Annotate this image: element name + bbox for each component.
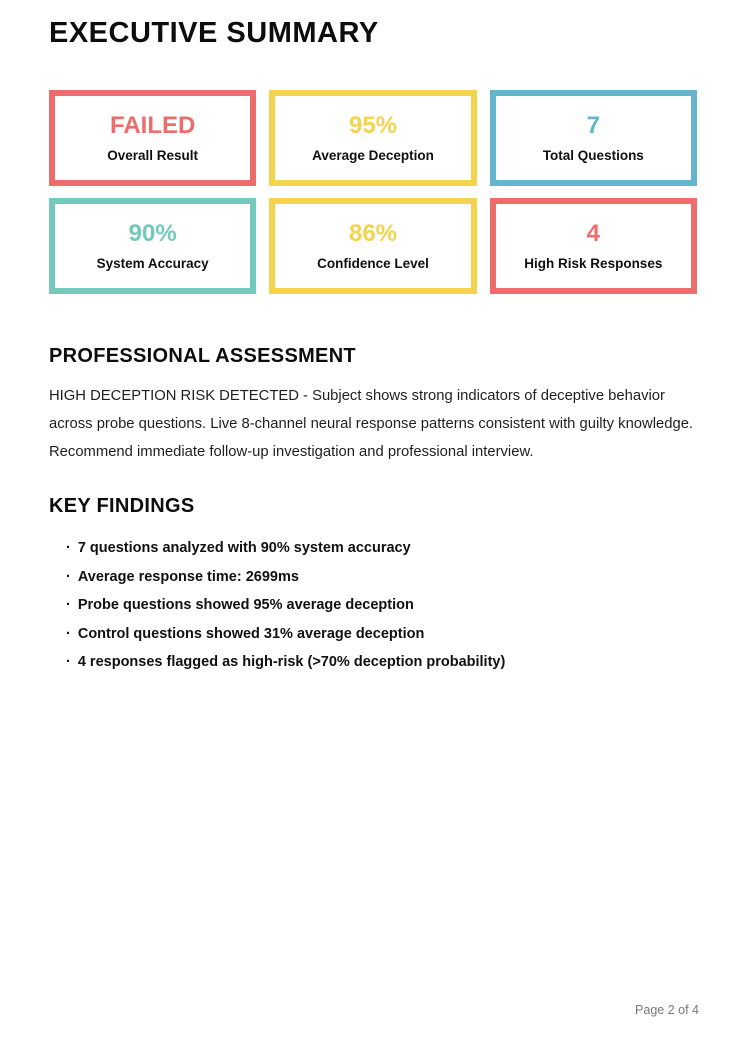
finding-text: Probe questions showed 95% average deception (77, 597, 414, 613)
stat-value: FAILED (109, 112, 196, 139)
finding-text: 4 responses flagged as high-risk (>70% deception probability) (77, 654, 506, 670)
key-findings-heading: KEY FINDINGS (49, 495, 195, 517)
stat-card-overall-result (49, 90, 256, 186)
list-item (66, 563, 697, 592)
summary-cards-grid (49, 90, 697, 294)
stat-value: 95% (348, 112, 398, 139)
stat-label: Average Deception (312, 148, 434, 163)
stat-label: Total Questions (542, 148, 644, 163)
report-page (49, 0, 697, 677)
assessment-body-text: HIGH DECEPTION RISK DETECTED - Subject shows strong indicators of deceptive behavior across probe questions. Live 8-channel neural response patterns consistent with guilty knowledge. Recommend immediate follow-up investigation and professional interview. (49, 388, 694, 460)
assessment-heading: PROFESSIONAL ASSESSMENT (49, 345, 356, 367)
list-item (66, 591, 697, 620)
stat-label: System Accuracy (96, 256, 209, 271)
stat-value: 4 (586, 220, 600, 247)
bullet-icon: · (66, 654, 71, 670)
stat-label: Confidence Level (317, 256, 429, 271)
list-item (66, 534, 697, 563)
finding-text: 7 questions analyzed with 90% system accuracy (77, 540, 411, 556)
bullet-icon: · (66, 597, 71, 613)
stat-value: 7 (586, 112, 600, 139)
list-item (66, 620, 697, 649)
stat-card-total-questions (490, 90, 697, 186)
stat-value: 86% (348, 220, 398, 247)
finding-text: Control questions showed 31% average deception (77, 625, 425, 642)
bullet-icon: · (66, 540, 71, 556)
page-title: EXECUTIVE SUMMARY (49, 17, 379, 49)
stat-card-high-risk-responses (490, 198, 697, 294)
key-findings-list (49, 534, 697, 677)
stat-label: High Risk Responses (524, 256, 663, 271)
bullet-icon: · (66, 568, 71, 585)
bullet-icon: · (66, 625, 71, 642)
stat-value: 90% (128, 220, 177, 247)
finding-text: Average response time: 2699ms (77, 568, 299, 585)
stat-label: Overall Result (107, 148, 199, 163)
list-item (66, 648, 697, 677)
stat-card-confidence-level (269, 198, 476, 294)
stat-card-average-deception (269, 90, 476, 186)
stat-card-system-accuracy (49, 198, 256, 294)
page-number: Page 2 of 4 (635, 1003, 699, 1017)
